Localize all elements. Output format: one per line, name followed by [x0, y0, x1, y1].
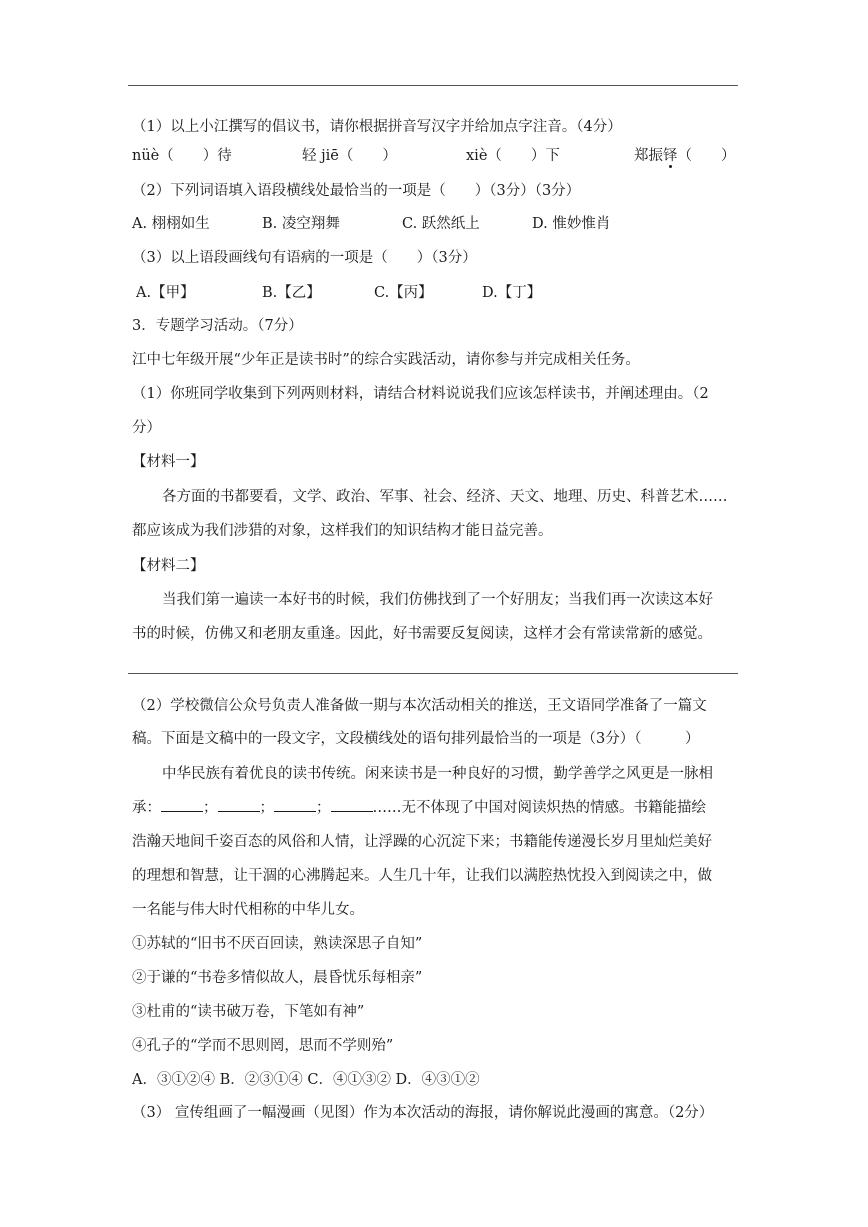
- material-2-line1: 当我们第一遍读一本好书的时候，我们仿佛找到了一个好朋友；当我们再一次读这本好: [162, 592, 713, 608]
- pinyin-item-c: xiè（ ）下: [466, 148, 560, 164]
- sub3-option-c: C.【丙】: [374, 285, 433, 301]
- answer-blank-4[interactable]: [331, 798, 373, 812]
- passage-line4: 的理想和智慧，让干涸的心沸腾起来。人生几十年，让我们以满腔热忱投入到阅读之中，做: [132, 868, 712, 884]
- order-options: A．③①②④ B．②③①④ C．④①③② D．④③①②: [132, 1072, 480, 1088]
- sub2-option-a: A. 栩栩如生: [132, 216, 210, 232]
- sentence-item-3: ③杜甫的“读书破万卷，下笔如有神”: [132, 1004, 365, 1020]
- blank-separator: ；: [259, 800, 274, 816]
- q3-intro: 江中七年级开展“少年正是读书时”的综合实践活动，请你参与并完成相关任务。: [132, 352, 640, 368]
- sub3-option-d: D.【丁】: [482, 285, 542, 301]
- dotted-character: 铎: [663, 148, 678, 164]
- sentence-item-4: ④孔子的“学而不思则罔，思而不学则殆”: [132, 1038, 394, 1054]
- blank-separator: ；: [316, 800, 331, 816]
- sub2-option-b: B. 凌空翔舞: [262, 216, 340, 232]
- middle-divider: [128, 673, 738, 674]
- material-1-line1: 各方面的书都要看，文学、政治、军事、社会、经济、天文、地理、历史、科普艺术……: [162, 489, 728, 505]
- pinyin-item-d: [634, 146, 736, 166]
- answer-blank-1[interactable]: [161, 798, 203, 812]
- q3-sub1-line1: （1）你班同学收集到下列两则材料，请结合材料说说我们应该怎样读书，并阐述理由。（2: [132, 386, 709, 402]
- q2-sub2-prompt: （2）下列词语填入语段横线处最恰当的一项是（ ）（3分）（3分）: [132, 183, 581, 199]
- material-1-line2: 都应该成为我们涉猎的对象，这样我们的知识结构才能日益完善。: [132, 523, 553, 539]
- sentence-item-1: ①苏轼的“旧书不厌百回读，熟读深思子自知”: [132, 936, 423, 952]
- pinyin-item-a: nüè（ ）待: [132, 148, 232, 164]
- q3-title: 3．专题学习活动。（7分）: [132, 318, 303, 334]
- passage-line2-start: 承：: [132, 800, 161, 816]
- sentence-item-2: ②于谦的“书卷多情似故人，晨昏忧乐每相亲”: [132, 970, 423, 986]
- q3-sub2-line2: 稿。下面是文稿中的一段文字，文段横线处的语句排列最恰当的一项是（3分）（ ）: [132, 731, 700, 747]
- material-2-line2: 书的时候，仿佛又和老朋友重逢。因此，好书需要反复阅读，这样才会有常读常新的感觉。: [132, 626, 712, 642]
- material-1-title: 【材料一】: [132, 454, 205, 470]
- sub2-option-d: D. 惟妙惟肖: [532, 216, 611, 232]
- q3-sub1-line2: 分）: [132, 420, 161, 436]
- answer-blank-3[interactable]: [274, 798, 316, 812]
- material-2-title: 【材料二】: [132, 558, 205, 574]
- passage-line3: 浩瀚天地间千姿百态的风俗和人情，让浮躁的心沉淀下来；书籍能传递漫长岁月里灿烂美好: [132, 834, 712, 850]
- passage-line5: 一名能与伟大时代相称的中华儿女。: [132, 902, 364, 918]
- passage-line2: [132, 798, 706, 818]
- q3-sub2-line1: （2）学校微信公众号负责人准备做一期与本次活动相关的推送，王文语同学准备了一篇文: [132, 698, 707, 714]
- q2-sub1-prompt: （1）以上小江撰写的倡议书，请你根据拼音写汉字并给加点字注音。（4分）: [132, 119, 622, 135]
- sub3-option-a: A.【甲】: [136, 285, 195, 301]
- passage-line2-end: ……无不体现了中国对阅读炽热的情感。书籍能描绘: [372, 800, 706, 816]
- pinyin-item-b: 轻 jiē（ ）: [302, 148, 397, 164]
- blank-separator: ；: [203, 800, 218, 816]
- sub2-option-c: C. 跃然纸上: [402, 216, 480, 232]
- pinyin-d-prefix: 郑振: [634, 148, 663, 164]
- sub3-option-b: B.【乙】: [262, 285, 321, 301]
- q2-sub3-prompt: （3）以上语段画线句有语病的一项是（ ）（3分）: [132, 250, 477, 266]
- q3-sub3-prompt: （3） 宣传组画了一幅漫画（见图）作为本次活动的海报，请你解说此漫画的寓意。（2分）: [132, 1105, 714, 1121]
- pinyin-d-suffix: （ ）: [677, 148, 736, 164]
- answer-blank-2[interactable]: [218, 798, 260, 812]
- passage-line1: 中华民族有着优良的读书传统。闲来读书是一种良好的习惯，勤学善学之风更是一脉相: [162, 766, 713, 782]
- top-divider: [128, 85, 738, 86]
